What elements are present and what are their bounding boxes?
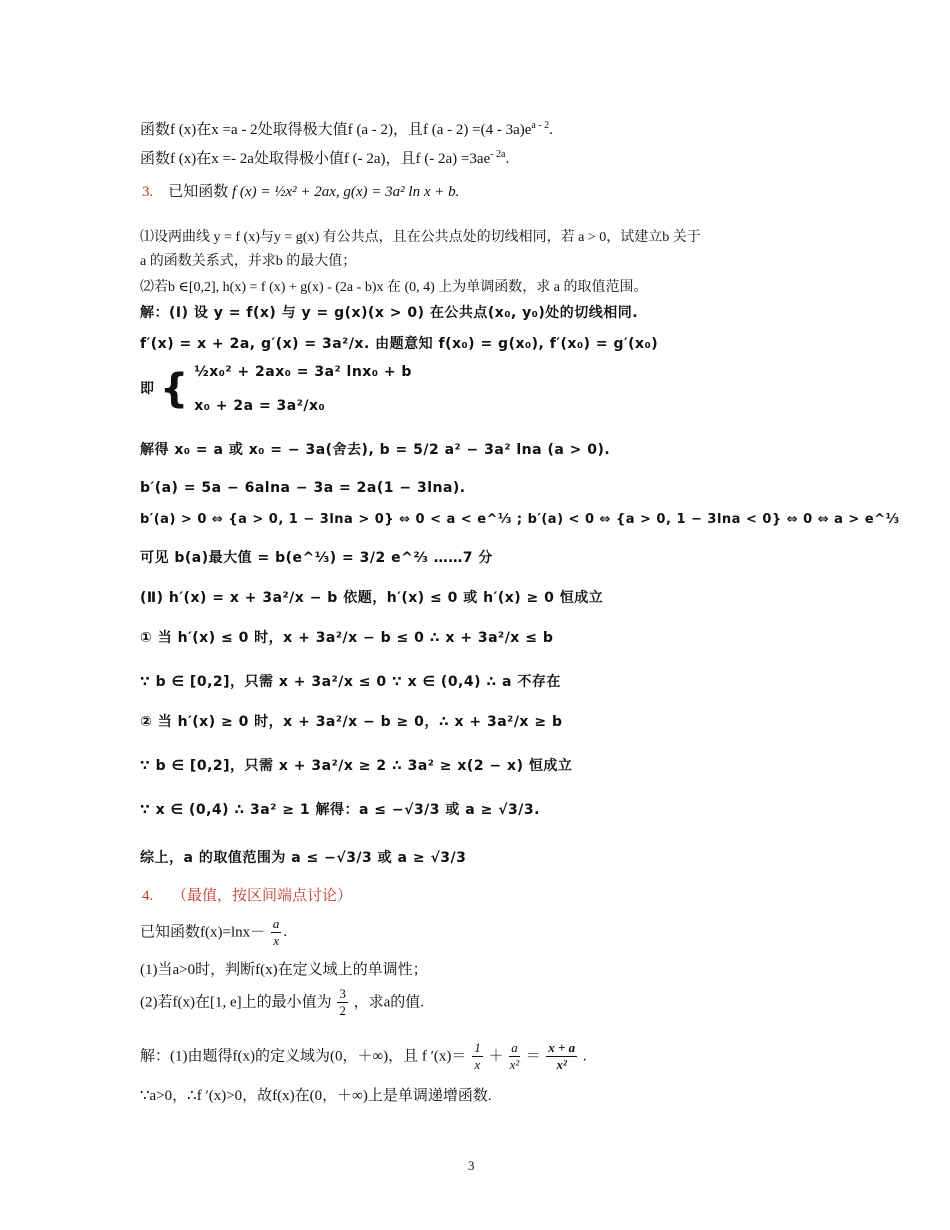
superscript: - 2a	[490, 149, 506, 160]
text: 函数f (x)在x =- 2a处取得极小值f (- 2a)，且f (- 2a) =3ae	[140, 151, 491, 167]
text: 已知函数	[168, 184, 229, 200]
text: .	[549, 122, 553, 138]
denominator: 2	[339, 1003, 346, 1018]
solution-line-9: ① 当 h′(x) ≤ 0 时，x + 3a²/x − b ≤ 0 ∴ x + 3a²/x ≤ b	[140, 630, 554, 646]
problem-number: 3.	[142, 184, 154, 200]
text: 函数f (x)在x =a - 2处取得极大值f (a - 2)，且f (a - 2) =(4 - 3a)e	[140, 122, 532, 138]
problem-3-q1: ⑴设两曲线 y = f (x)与y = g(x) 有公共点，且在公共点处的切线相同，若 a > 0，试建立b 关于	[140, 230, 701, 245]
equation: x₀ + 2a = 3a²/x₀	[194, 398, 326, 414]
solution-line-7: 可见 b(a)最大值 = b(e^⅓) = 3/2 e^⅔ ……7 分	[140, 550, 493, 566]
fraction	[546, 1040, 577, 1073]
fraction	[509, 1040, 520, 1073]
denominator: x	[474, 1057, 481, 1072]
problem-3-q1b: a 的函数关系式，并求b 的最大值；	[140, 254, 357, 269]
brace: {	[159, 366, 189, 412]
numerator: 1	[474, 1040, 481, 1055]
fraction	[337, 986, 348, 1019]
plus-sign: ＋	[488, 1048, 504, 1065]
problem-3-q2: ⑵若b ∈[0,2], h(x) = f (x) + g(x) - (2a - b)x 在 (0, 4) 上为单调函数，求 a 的取值范围。	[140, 280, 648, 295]
problem-4-solution-2: ∵a>0，∴f ′(x)>0，故f(x)在(0，＋∞)上是单调递增函数.	[140, 1088, 492, 1104]
numerator: x + a	[548, 1040, 576, 1055]
page-number: 3	[468, 1158, 475, 1173]
denominator: x	[273, 933, 280, 948]
text: .	[582, 1048, 587, 1065]
solution-line-13: ∵ x ∈ (0,4) ∴ 3a² ≥ 1 解得：a ≤ −√3/3 或 a ≥ √3/3.	[140, 802, 540, 818]
problem-number: 4.	[142, 888, 154, 904]
formula: f (x) = ½x² + 2ax, g(x) = 3a² ln x + b.	[232, 184, 460, 200]
line-min-value	[140, 145, 509, 169]
text: 已知函数f(x)=lnx－	[140, 924, 266, 941]
denominator: x²	[509, 1057, 520, 1072]
solution-line-14: 综上，a 的取值范围为 a ≤ −√3/3 或 a ≥ √3/3	[140, 850, 467, 866]
equation: ½x₀² + 2ax₀ = 3a² lnx₀ + b	[194, 364, 412, 380]
numerator: 3	[339, 986, 346, 1001]
solution-system	[140, 362, 412, 422]
text: ，求a的值.	[353, 994, 425, 1011]
solution-line-2: f′(x) = x + 2a, g′(x) = 3a²/x. 由题意知 f(x₀) = g(x₀), f′(x₀) = g′(x₀)	[140, 336, 659, 352]
problem-title: （最值，按区间端点讨论）	[172, 888, 353, 904]
solution-line-11: ② 当 h′(x) ≥ 0 时，x + 3a²/x − b ≥ 0，∴ x + 3a²/x ≥ b	[140, 714, 563, 730]
text: (2)若f(x)在[1, e]上的最小值为	[140, 994, 332, 1011]
equals-sign: ＝	[525, 1048, 541, 1065]
numerator: a	[511, 1040, 518, 1055]
solution-line-6: b′(a) > 0 ⇔ {a > 0, 1 − 3lna > 0} ⇔ 0 < a < e^⅓ ; b′(a) < 0 ⇔ {a > 0, 1 − 3lna < 0} ⇔ 0 ⇔ a > e^⅓	[140, 512, 900, 527]
denominator: x²	[556, 1057, 567, 1072]
solution-line-1: 解：(Ⅰ) 设 y = f(x) 与 y = g(x)(x > 0) 在公共点(x₀, y₀)处的切线相同.	[140, 305, 639, 321]
problem-4-q2	[140, 986, 424, 1026]
solution-line-12: ∵ b ∈ [0,2]，只需 x + 3a²/x ≥ 2 ∴ 3a² ≥ x(2 − x) 恒成立	[140, 758, 573, 774]
problem-4-header	[142, 886, 352, 906]
problem-3-header	[142, 182, 459, 202]
solution-line-4: 解得 x₀ = a 或 x₀ = − 3a(舍去), b = 5/2 a² − 3a² lna (a > 0).	[140, 442, 611, 458]
solution-line-5: b′(a) = 5a − 6alna − 3a = 2a(1 − 3lna).	[140, 480, 466, 496]
solution-line-10: ∵ b ∈ [0,2]，只需 x + 3a²/x ≤ 0 ∵ x ∈ (0,4) ∴ a 不存在	[140, 674, 561, 690]
numerator: a	[272, 916, 280, 931]
problem-4-solution-1	[140, 1040, 587, 1080]
problem-4-q1: (1)当a>0时，判断f(x)在定义域上的单调性；	[140, 962, 428, 978]
equation-system	[194, 362, 412, 416]
superscript: a - 2	[531, 120, 550, 131]
problem-4-given: 已知函数f(x)=lnx－ $\frac{a}{x}$ .	[140, 916, 288, 948]
line-max-value	[140, 116, 553, 140]
text: 解：(1)由题得f(x)的定义域为(0，＋∞)，且 f ′(x)＝	[140, 1048, 467, 1065]
solution-line-8: (Ⅱ) h′(x) = x + 3a²/x − b 依题，h′(x) ≤ 0 或 h′(x) ≥ 0 恒成立	[140, 590, 604, 606]
text: .	[505, 151, 510, 167]
fraction	[271, 916, 282, 949]
fraction	[472, 1040, 483, 1073]
text: 即	[140, 381, 155, 397]
